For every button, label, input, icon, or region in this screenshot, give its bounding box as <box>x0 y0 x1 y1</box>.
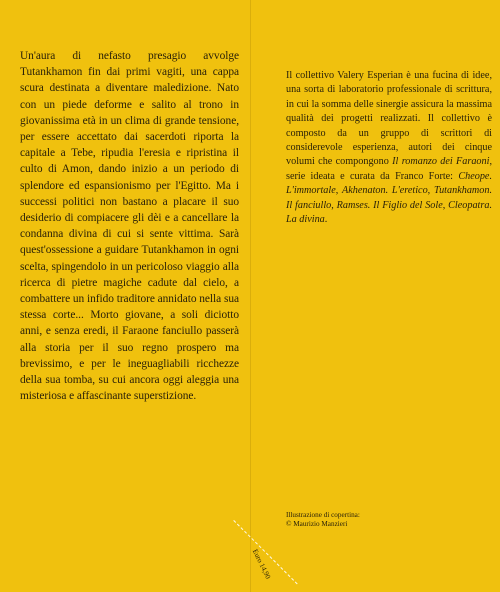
flap-fold-line <box>250 0 251 592</box>
volume-title-2: Akhenaton. L'eretico <box>342 185 428 197</box>
bio-middle: , serie ideata e curata da Franco Forte: <box>286 156 492 182</box>
volume-title-3: Tutankhamon. Il fanciullo <box>286 185 492 211</box>
synopsis-text: Un'aura di nefasto presagio avvolge Tutankhamon fin dai primi vagiti, una cappa scura destinata a diventare maledizione. Nato con un piede deforme e salito al trono in giovanissima età in un clima di grande tensione, per essere accettato dai sacerdoti riporta la capitale a Tebe, ripudia l'eresia e ripristina il culto di Amon, dando inizio a un periodo di splendore ed espansionismo per l'Egitto. Ma i successi politici non bastano a placare il suo desiderio di compiacere gli dèi e a cancellare la condanna divina di cui si sente vittima. Sarà quest'ossessione a guidare Tutankhamon in ogni scelta, spingendolo in un pericoloso viaggio alla ricerca di pietre magiche cadute dal cielo, a combattere un infido traditore annidato nella sua stessa corte... Morto giovane, a soli diciotto anni, e senza eredi, il Faraone fanciullo passerà alla storia per il suo regno prospero ma brevissimo, e per le ineguagliabili ricchezze della sua tomba, su cui ancora oggi aleggia una misteriosa e affascinante superstizione. <box>20 50 239 403</box>
credit-label: Illustrazione di copertina: <box>286 511 360 519</box>
separator: , <box>427 185 434 197</box>
author-bio-text <box>286 69 492 227</box>
separator: , <box>335 185 343 197</box>
credit-name: © Maurizio Manzieri <box>286 520 348 528</box>
separator: , <box>331 199 337 211</box>
volume-title-4: Ramses. Il Figlio del Sole <box>336 199 443 211</box>
series-title: Il romanzo dei Faraoni <box>392 156 490 168</box>
price-label: Euro 14,90 <box>250 548 273 581</box>
bio-intro: Il collettivo Valery Esperian è una fucina di idee, una sorta di laboratorio professionale di scrittura, in cui la somma delle sinergie assicura la massima qualità dei progetti realizzati. Il collettivo è composto da un gruppo di scrittori di considerevole esperienza, autori dei cinque volumi che compongono <box>286 70 492 168</box>
volume-title-5: Cleopatra. La divina <box>286 199 492 226</box>
author-bio-panel <box>286 69 492 227</box>
separator: , <box>442 199 449 211</box>
bio-end: . <box>324 214 328 226</box>
cover-credit <box>286 511 360 529</box>
synopsis-panel <box>20 48 239 404</box>
volume-title-1: Cheope. L'immortale <box>286 170 492 197</box>
